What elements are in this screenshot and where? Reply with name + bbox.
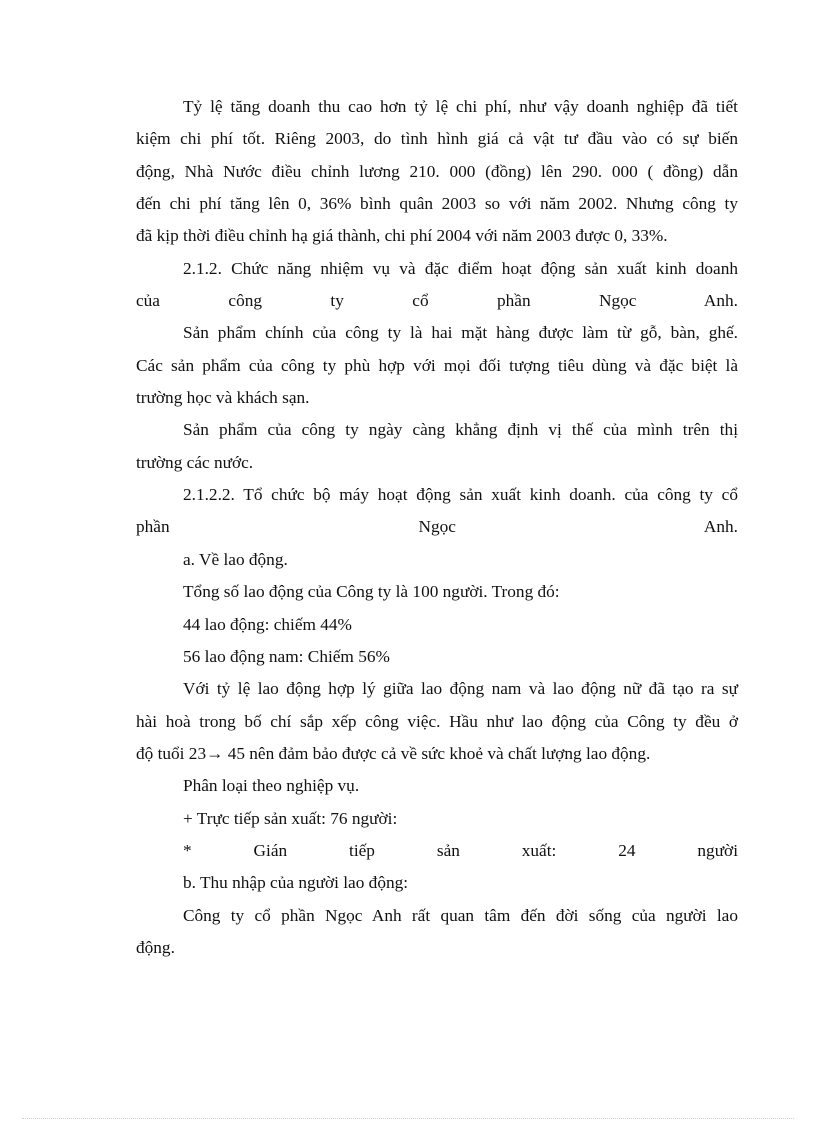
paragraph-main-products bbox=[136, 317, 738, 414]
text-line: 2.1.2.2. Tổ chức bộ máy hoạt động sản xuất kinh doanh. của công ty cổ bbox=[183, 485, 738, 505]
text-line: kiệm chi phí tốt. Riêng 2003, do tình hình giá cả vật tư đầu vào có sự biến bbox=[136, 129, 738, 149]
text-line: Công ty cổ phần Ngọc Anh rất quan tâm đến đời sống của người lao bbox=[183, 905, 738, 925]
indirect-production: * Gián tiếp sản xuất: 24 người bbox=[183, 840, 738, 860]
text-line: Sản phẩm chính của công ty là hai mặt hàng được làm từ gỗ, bàn, ghế. bbox=[183, 323, 738, 343]
text-line: động, Nhà Nước điều chỉnh lương 210. 000 (đồng) lên 290. 000 ( đồng) dẫn bbox=[136, 161, 738, 181]
text-line: hài hoà trong bố chí sắp xếp công việc. Hầu như lao động của Công ty đều ở bbox=[136, 711, 738, 731]
text-line: trường học và khách sạn. bbox=[136, 388, 310, 408]
section-heading-2-1-2 bbox=[136, 253, 738, 318]
page-bottom-border bbox=[22, 1118, 794, 1119]
text-line: Sản phẩm của công ty ngày càng khẳng định vị thế của mình trên thị bbox=[183, 420, 738, 440]
classification-heading: Phân loại theo nghiệp vụ. bbox=[183, 776, 360, 796]
paragraph-labor-ratio bbox=[136, 673, 738, 770]
text-line: động. bbox=[136, 937, 175, 957]
text-line: Tỷ lệ tăng doanh thu cao hơn tỷ lệ chi phí, như vậy doanh nghiệp đã tiết bbox=[183, 97, 738, 116]
section-heading-2-1-2-2 bbox=[136, 479, 738, 544]
document-page bbox=[136, 91, 738, 964]
text-line: của công ty cổ phần Ngọc Anh. bbox=[136, 291, 738, 311]
direct-production: + Trực tiếp sản xuất: 76 người: bbox=[183, 808, 398, 828]
text-line: Với tỷ lệ lao động hợp lý giữa lao động nam và lao động nữ đã tạo ra sự bbox=[183, 679, 738, 699]
text-line: độ tuổi 23→ 45 nên đảm bảo được cả về sức khoẻ và chất lượng lao động. bbox=[136, 743, 651, 763]
labor-female: 44 lao động: chiếm 44% bbox=[183, 614, 352, 634]
text-line: đến chi phí tăng lên 0, 36% bình quân 2003 so với năm 2002. Nhưng công ty bbox=[136, 194, 738, 214]
subheading-income: b. Thu nhập của người lao động: bbox=[183, 873, 409, 893]
text-line: trường các nước. bbox=[136, 452, 254, 472]
paragraph-cost-ratio bbox=[136, 91, 738, 253]
text-line: Các sản phẩm của công ty phù hợp với mọi đối tượng tiêu dùng và đặc biệt là bbox=[136, 355, 738, 375]
text-line: phần Ngọc Anh. bbox=[136, 517, 738, 537]
paragraph-income bbox=[136, 900, 738, 965]
paragraph-market-position bbox=[136, 414, 738, 479]
labor-male: 56 lao động nam: Chiếm 56% bbox=[183, 646, 390, 666]
text-line: đã kịp thời điều chỉnh hạ giá thành, chi phí 2004 với năm 2003 được 0, 33%. bbox=[136, 226, 668, 246]
text-line: 2.1.2. Chức năng nhiệm vụ và đặc điểm hoạt động sản xuất kinh doanh bbox=[183, 258, 738, 278]
subheading-labor: a. Về lao động. bbox=[183, 549, 288, 569]
labor-total: Tổng số lao động của Công ty là 100 người. Trong đó: bbox=[183, 582, 560, 602]
